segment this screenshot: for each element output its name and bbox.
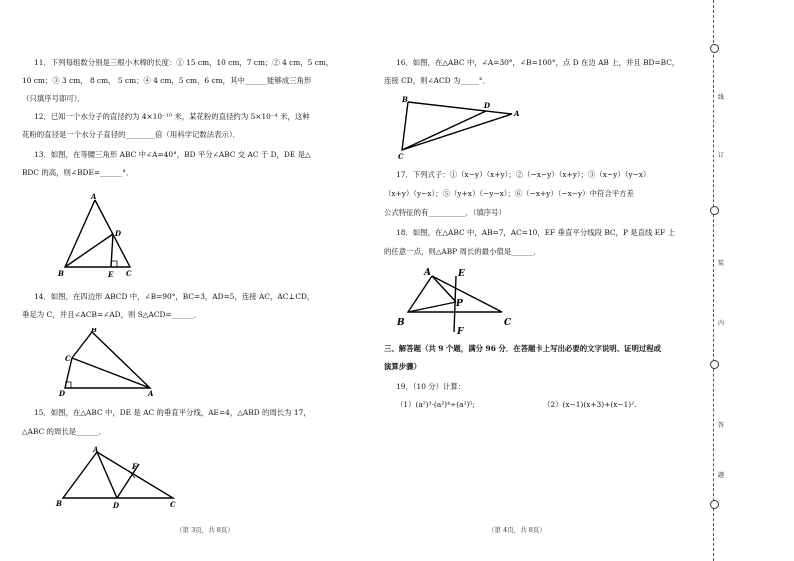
fig15-triangle: [63, 452, 173, 498]
fig18-label-f: F: [457, 327, 464, 336]
binding-label-4: 内: [718, 320, 725, 327]
q16-line1: 16．如图，在△ABC 中，∠A=30°，∠B=100°，点 D 在边 AB 上，并且 BD=BC，: [396, 58, 680, 67]
fig14-diagonal: [72, 358, 150, 388]
q12-line2: 花粉的直径是一个水分子直径的________倍（用科学记数法表示）．: [22, 130, 241, 139]
fig16-label-c: C: [398, 152, 404, 160]
section-3-heading-line1: 三、解答题（共 9 个题，满分 96 分．在答题卡上写出必要的文字说明、证明过程或: [384, 344, 662, 353]
fig15-ad: [97, 452, 117, 498]
q18-line2: 的任意一点，则△ABP 周长的最小值是______．: [384, 247, 541, 256]
fig16-cd: [402, 111, 486, 150]
binding-strip: [708, 0, 794, 561]
figure-16: [394, 94, 524, 160]
fig18-ap: [432, 276, 456, 302]
binding-hole-4: [710, 500, 719, 509]
fig14-label-c: C: [65, 354, 71, 363]
fig15-label-b: B: [56, 499, 62, 508]
figure-15: [55, 446, 185, 510]
q11-line3: （只填序号即可）．: [22, 94, 85, 103]
right-page: [380, 0, 710, 561]
q17-line2: （x+y）（y−x）；⑤（y+x）（−y−x）；⑥（−x+y）（−x−y）中符合平方差: [384, 189, 634, 198]
figure-14: [55, 328, 160, 400]
fig18-label-e: E: [458, 269, 465, 279]
fig13-label-a: A: [91, 192, 97, 201]
left-page-footer: （第 3页，共 8页）: [176, 526, 234, 534]
fig15-label-a: A: [93, 446, 99, 454]
fig14-label-d: D: [59, 389, 66, 398]
q13-line2: BDC 的高，则∠BDE=______°．: [22, 168, 134, 177]
q15-line2: △ABC 的周长是______．: [22, 427, 106, 436]
binding-label-5: 答: [718, 422, 725, 429]
left-page: [0, 0, 390, 561]
fig13-label-d: D: [115, 229, 122, 238]
binding-hole-2: [710, 206, 719, 215]
figure-18: [394, 264, 524, 336]
q19-heading: 19．（10 分）计算：: [396, 382, 466, 391]
figure-13: [55, 192, 145, 282]
fig14-label-b: B: [91, 328, 97, 334]
q18-line1: 18．如图，在△ABC 中，AB=7，AC=10，EF 垂直平分线段 BC，P 是直线 EF 上: [396, 228, 676, 237]
binding-hole-1: [710, 44, 719, 53]
q16-line2: 连接 CD，则∠ACD 为_____°．: [384, 76, 490, 85]
fig13-altitude: [111, 234, 113, 267]
fig18-label-b: B: [397, 318, 405, 328]
fig16-label-a: A: [514, 109, 520, 118]
fig16-label-d: D: [484, 101, 491, 110]
fig13-label-c: C: [126, 269, 132, 278]
binding-label-6: 题: [718, 472, 725, 479]
q11-line2: 10 cm；③ 3 cm， 8 cm， 5 cm；④ 4 cm，5 cm，6 cm，其中______能够成三角形: [22, 76, 312, 85]
binding-hole-3: [710, 360, 719, 369]
fig18-label-p: P: [456, 299, 463, 309]
fig13-label-e: E: [108, 270, 114, 279]
binding-label-2: 订: [718, 152, 725, 159]
q19-part2: （2）(x−1)(x+3)+(x−1)².: [543, 400, 637, 409]
q17-line1: 17．下列式子：①（x−y）（x+y）；②（−x−y）（x+y）；③（x−y）（y−x）: [396, 170, 651, 179]
fig16-label-b: B: [402, 95, 408, 104]
q13-line1: 13．如图，在等腰三角形 ABC 中∠A=40°，BD 平分∠ABC 交 AC 于 D，DE 是△: [34, 150, 311, 159]
right-page-footer: （第 4页，共 8页）: [488, 526, 546, 534]
q12-line1: 12．已知一个水分子的直径约为 4×10⁻¹⁰ 米，某花粉的直径约为 5×10⁻⁴ 米，这种: [34, 112, 310, 121]
section-3-heading-line2: 演算步骤）: [384, 362, 421, 371]
fig18-label-a: A: [424, 268, 431, 278]
q14-line2: 垂足为 C，并且∠ACB=∠AD，则 S△ACD=______．: [22, 310, 202, 319]
binding-dashed-line: [713, 0, 714, 561]
fig15-label-d: D: [113, 501, 120, 510]
q11-line1: 11．下列每组数分别是三根小木棒的长度：① 15 cm，10 cm，7 cm；② 4 cm，5 cm，: [34, 58, 334, 67]
fig18-bp: [408, 302, 456, 312]
fig15-label-e: E: [132, 462, 138, 471]
q19-part1: （1）(a²)³·(a²)⁴÷(a²)⁵;: [396, 400, 475, 409]
fig15-label-c: C: [170, 500, 176, 509]
q15-line1: 15．如图，在△ABC 中，DE 是 AC 的垂直平分线，AE=4，△ABD 的周长为 17，: [34, 408, 311, 417]
q17-line3: 公式特征的有__________．（填序号）: [384, 208, 506, 217]
binding-label-1: 线: [718, 94, 725, 101]
binding-label-3: 装: [718, 260, 725, 267]
fig13-label-b: B: [58, 269, 64, 278]
fig18-label-c: C: [504, 318, 512, 328]
fig14-label-a: A: [148, 389, 154, 398]
q14-line1: 14．如图，在四边形 ABCD 中，∠B=90°，BC=3，AD=5，连接 AC，AC⊥CD，: [34, 292, 315, 301]
